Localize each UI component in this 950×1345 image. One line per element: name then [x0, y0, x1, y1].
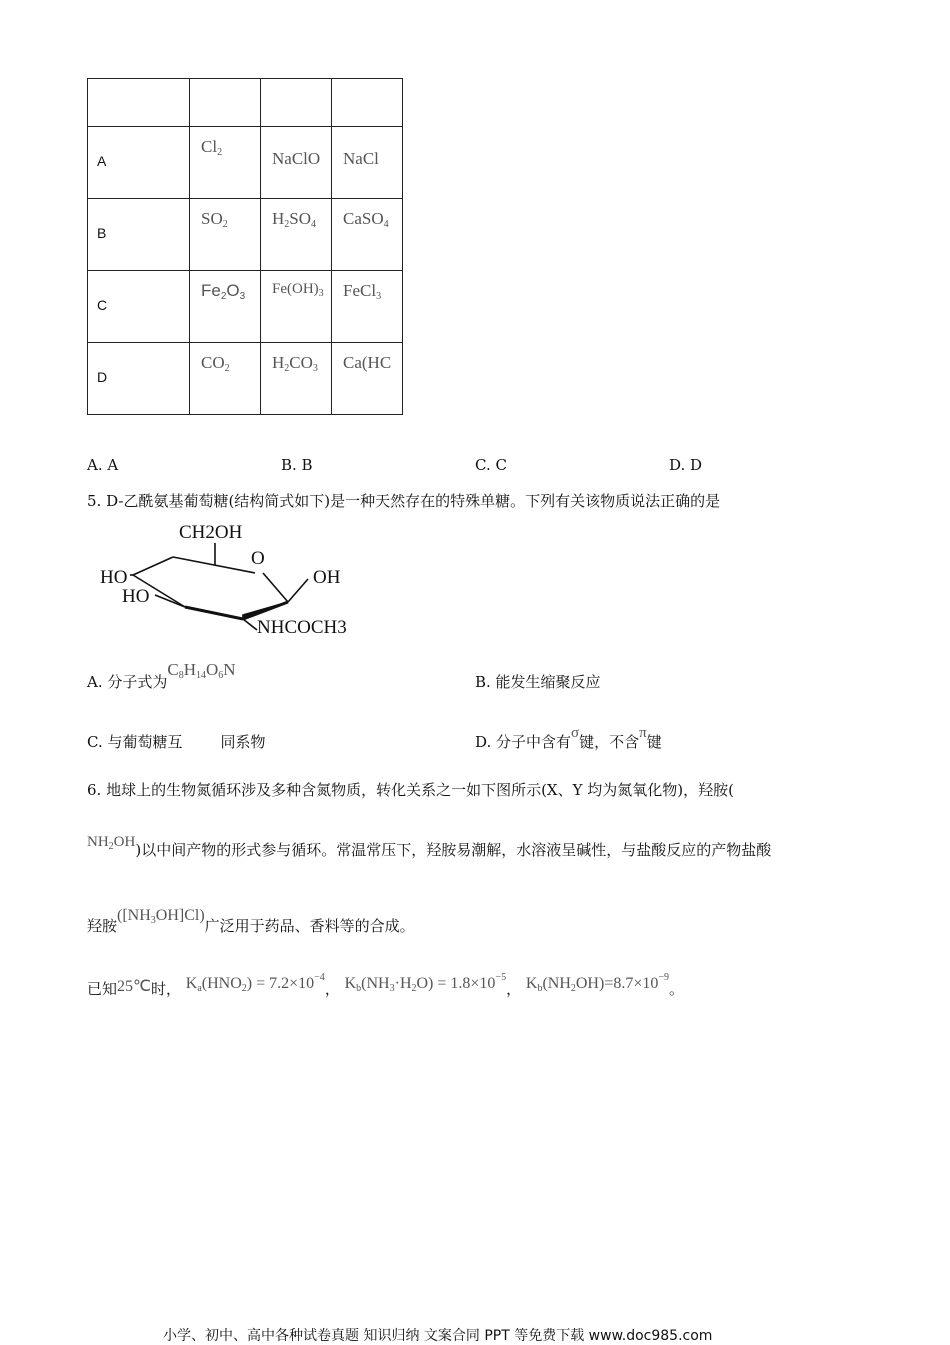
- choice-b[interactable]: B. B: [281, 456, 313, 474]
- table-row: [88, 271, 403, 343]
- kb-nh2oh: $K_b(NH_2OH)=8.7\times 10^{-9}$: [525, 972, 669, 994]
- question-5-stem: 5. D-乙酰氨基葡萄糖(结构简式如下)是一种天然存在的特殊单糖。下列有关该物质说法正确的是: [87, 492, 721, 510]
- glucosamine-structure-diagram: [95, 515, 375, 645]
- option-5a[interactable]: A. 分子式为$C_8H_{14}O_6N$: [87, 660, 236, 691]
- chem-formula: NaClO: [272, 149, 321, 168]
- option-5c[interactable]: C. 与葡萄糖互 同系物: [87, 733, 266, 751]
- row-label: A: [97, 153, 107, 169]
- question-6-line1: 6. 地球上的生物氮循环涉及多种含氮物质，转化关系之一如下图所示(X、Y 均为氮氧化物)，羟胺(: [87, 781, 734, 799]
- table-row: [88, 127, 403, 199]
- oh-right-label: OH: [313, 567, 341, 588]
- nh2oh-formula: $NH_2OH$: [87, 834, 136, 852]
- ho-left-label: HO: [100, 567, 128, 588]
- question-6-line4: 已知25℃时， $K_a(HNO_2) = 7.2\times 10^{-4}$， $K_b(NH_3\cdot H_2O) = 1.8\times 10^{-5}$， $K_b(NH_2OH)=8.7\times 10^{-9}$。: [87, 972, 685, 998]
- kb-nh3: $K_b(NH_3\cdot H_2O) = 1.8\times 10^{-5}$: [344, 972, 507, 994]
- chem-formula: $H_2CO_3$: [272, 353, 318, 374]
- chem-formula: Ca(HC: [343, 353, 392, 372]
- chem-formula: $Fe_2O_3$: [201, 281, 246, 302]
- chem-formula: FeCl$_3$: [343, 281, 382, 302]
- chem-formula: $Fe(OH)_3$: [272, 281, 324, 299]
- choice-c[interactable]: C. C: [475, 456, 507, 474]
- table-row: [88, 199, 403, 271]
- table-header-cell: [190, 79, 261, 127]
- table-row: [88, 343, 403, 415]
- ka-hno2: $K_a(HNO_2) = 7.2\times 10^{-4}$: [185, 972, 325, 994]
- chem-formula: $CO_2$: [201, 353, 230, 374]
- choice-d[interactable]: D. D: [669, 456, 703, 474]
- salt-formula: $([NH_3OH]Cl)$: [117, 907, 205, 926]
- row-label: B: [97, 225, 107, 241]
- choice-a[interactable]: A. A: [87, 456, 119, 474]
- page-footer: 小学、初中、高中各种试卷真题 知识归纳 文案合同 PPT 等免费下载 www.doc985.com: [163, 1328, 713, 1344]
- chem-formula: NaCl: [343, 149, 379, 168]
- ch2oh-label: CH2OH: [179, 522, 243, 543]
- table-header-cell: [332, 79, 403, 127]
- nhcoch3-label: NHCOCH3: [257, 617, 347, 638]
- question-6-line2: $NH_2OH$)以中间产物的形式参与循环。常温常压下，羟胺易潮解，水溶液呈碱性，与盐酸反应的产物盐酸: [87, 834, 772, 859]
- table-header-cell: [88, 79, 190, 127]
- molecular-formula: $C_8H_{14}O_6N$: [167, 660, 236, 681]
- ring-oxygen-label: O: [251, 548, 265, 569]
- chem-formula: $SO_2$: [201, 209, 228, 230]
- ho-lower-label: HO: [122, 586, 150, 607]
- table-header-cell: [261, 79, 332, 127]
- option-5b[interactable]: B. 能发生缩聚反应: [475, 673, 601, 691]
- options-table: [87, 78, 403, 415]
- question-6-line3: 羟胺$([NH_3OH]Cl)$广泛用于药品、香料等的合成。: [87, 907, 415, 935]
- row-label: C: [97, 297, 108, 313]
- chem-formula: $H_2SO_4$: [272, 209, 317, 230]
- option-5d[interactable]: D. 分子中含有σ键，不含π键: [475, 725, 662, 751]
- chem-formula: CaSO$_4$: [343, 209, 389, 230]
- chem-formula: $Cl_2$: [201, 137, 223, 158]
- row-label: D: [97, 369, 108, 385]
